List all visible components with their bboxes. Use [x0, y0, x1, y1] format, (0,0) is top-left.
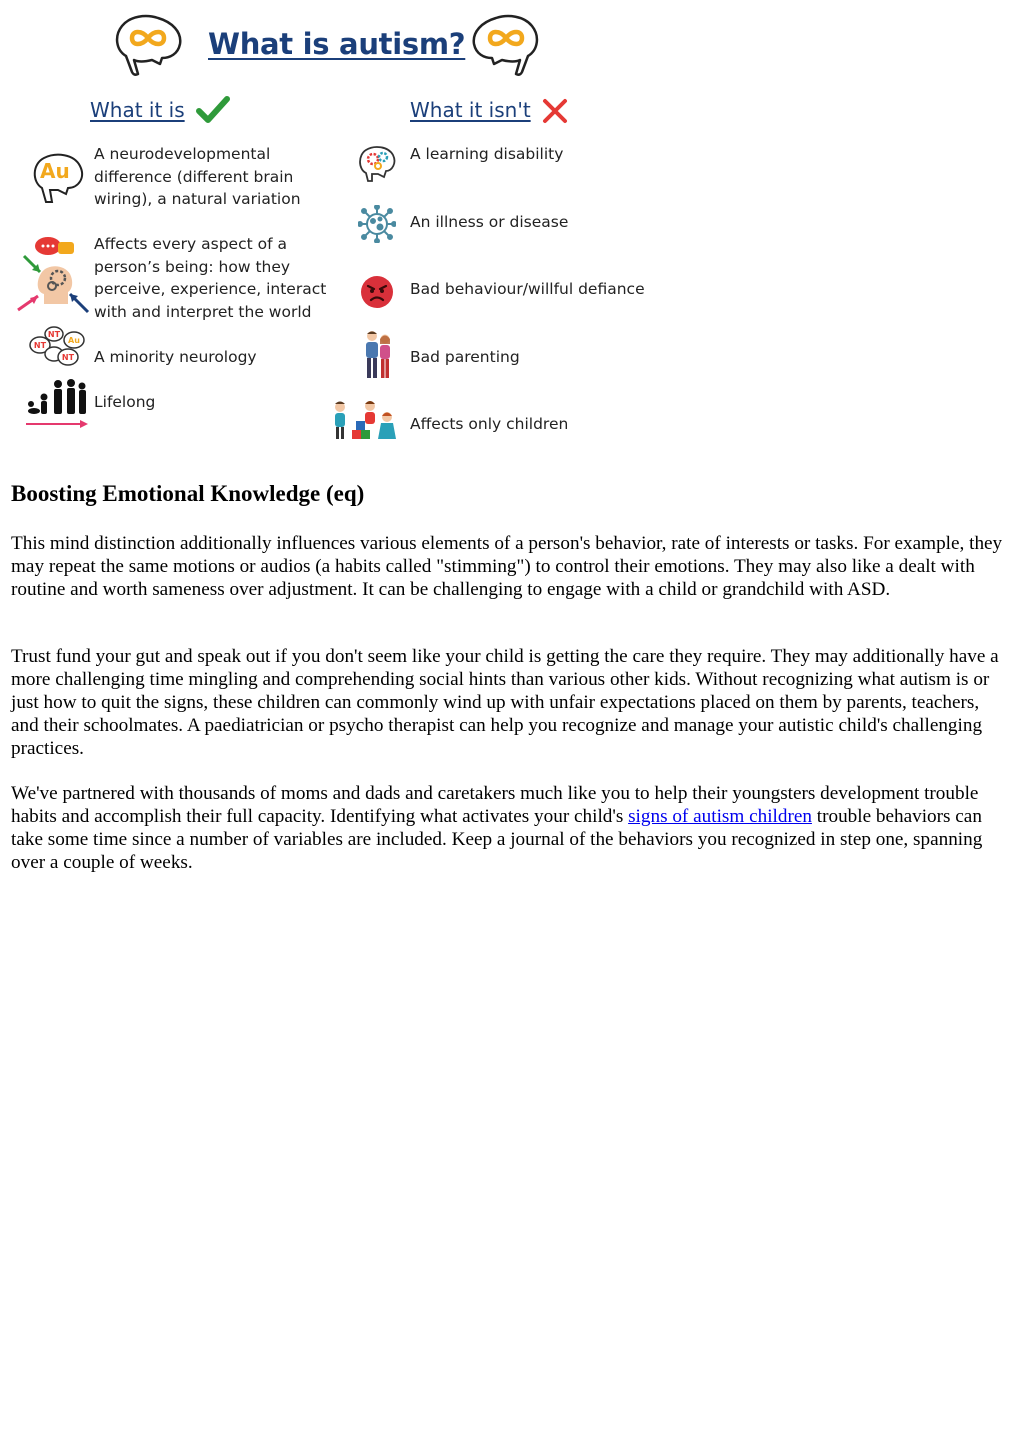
- signs-of-autism-link[interactable]: signs of autism children: [628, 806, 812, 827]
- paragraph-3: [11, 782, 1011, 874]
- angry-face-icon: [360, 275, 394, 309]
- life-stages-icon: [24, 374, 90, 430]
- item-learning-disability-text: A learning disability: [410, 145, 564, 163]
- item-neurodevelopmental-text: A neurodevelopmental difference (different brain wiring), a natural variation: [94, 145, 301, 208]
- infinity-brain-icon-right: [470, 12, 542, 78]
- item-learning-disability: [410, 143, 563, 166]
- autism-infographic: [0, 0, 660, 450]
- children-icon: [330, 398, 398, 442]
- cross-icon: [541, 97, 569, 125]
- bubble-label-nt-2: NT: [33, 341, 47, 350]
- item-illness-or-disease: [410, 211, 568, 234]
- item-lifelong-text: Lifelong: [94, 393, 156, 411]
- parents-icon: [362, 330, 394, 380]
- infinity-brain-icon-left: [112, 12, 184, 78]
- au-label: Au: [40, 159, 70, 183]
- paragraph-3-before: We've partnered with thousands of moms and dads and caretakers much like you to help their youngsters development trouble habits and accomplish their full capacity. Identifying what activates your child's: [11, 783, 979, 827]
- item-affects-only-children-text: Affects only children: [410, 415, 569, 433]
- au-head-icon: [30, 150, 86, 206]
- item-affects-only-children: [410, 413, 568, 436]
- item-illness-or-disease-text: An illness or disease: [410, 213, 569, 231]
- infographic-title: What is autism?: [208, 27, 466, 61]
- bubble-label-nt-3: NT: [61, 353, 75, 362]
- paragraph-2: Trust fund your gut and speak out if you don't seem like your child is getting the care they require. They may additionally have a more challenging time mingling and comprehending social hints than various other kids. Without recognizing what autism is or just how to quit the signs, these children can commonly wind up with unfair expectations placed on them by parents, teachers, and their schoolmates. A paediatrician or psycho therapist can help you recognize and manage your autistic child's challenging practices.: [11, 646, 999, 759]
- checkmark-icon: [196, 96, 230, 124]
- virus-icon: [358, 205, 396, 243]
- item-bad-behaviour: [410, 278, 645, 301]
- paragraph-1: This mind distinction additionally influences various elements of a person's behavior, rate of interests or tasks. For example, they may repeat the same motions or audios (a habits called "stimming") to control their emotions. They may also like a dealt with routine and worth sameness over adjustment. It can be challenging to engage with a child or grandchild with ASD.: [11, 533, 1003, 600]
- item-bad-behaviour-text: Bad behaviour/willful defiance: [410, 280, 645, 298]
- article-heading: Boosting Emotional Knowledge (eq): [11, 481, 365, 506]
- what-it-is-heading: What it is: [90, 98, 185, 122]
- paragraph-3-after: trouble behaviors can take some time since a number of variables are included. Keep a journal of the behaviors you recognized in step one, spanning over a couple of weeks.: [11, 806, 983, 873]
- article: [11, 478, 1011, 873]
- item-minority-neurology: [94, 346, 257, 369]
- item-bad-parenting-text: Bad parenting: [410, 348, 520, 366]
- item-lifelong: [94, 391, 155, 414]
- bubble-label-nt-1: NT: [47, 330, 61, 339]
- item-minority-neurology-text: A minority neurology: [94, 348, 257, 366]
- bubble-label-au: Au: [68, 336, 80, 345]
- item-affects-every-aspect: [94, 233, 326, 323]
- item-affects-every-aspect-text: Affects every aspect of a person’s being: how they perceive, experience, interact with and interpret the world: [94, 235, 327, 321]
- item-neurodevelopmental: [94, 143, 301, 211]
- speech-bubbles-icon: [28, 325, 86, 371]
- gears-head-icon: [356, 143, 398, 183]
- item-bad-parenting: [410, 346, 520, 369]
- what-it-isnt-heading: What it isn't: [410, 98, 531, 122]
- head-arrows-icon: [14, 234, 92, 316]
